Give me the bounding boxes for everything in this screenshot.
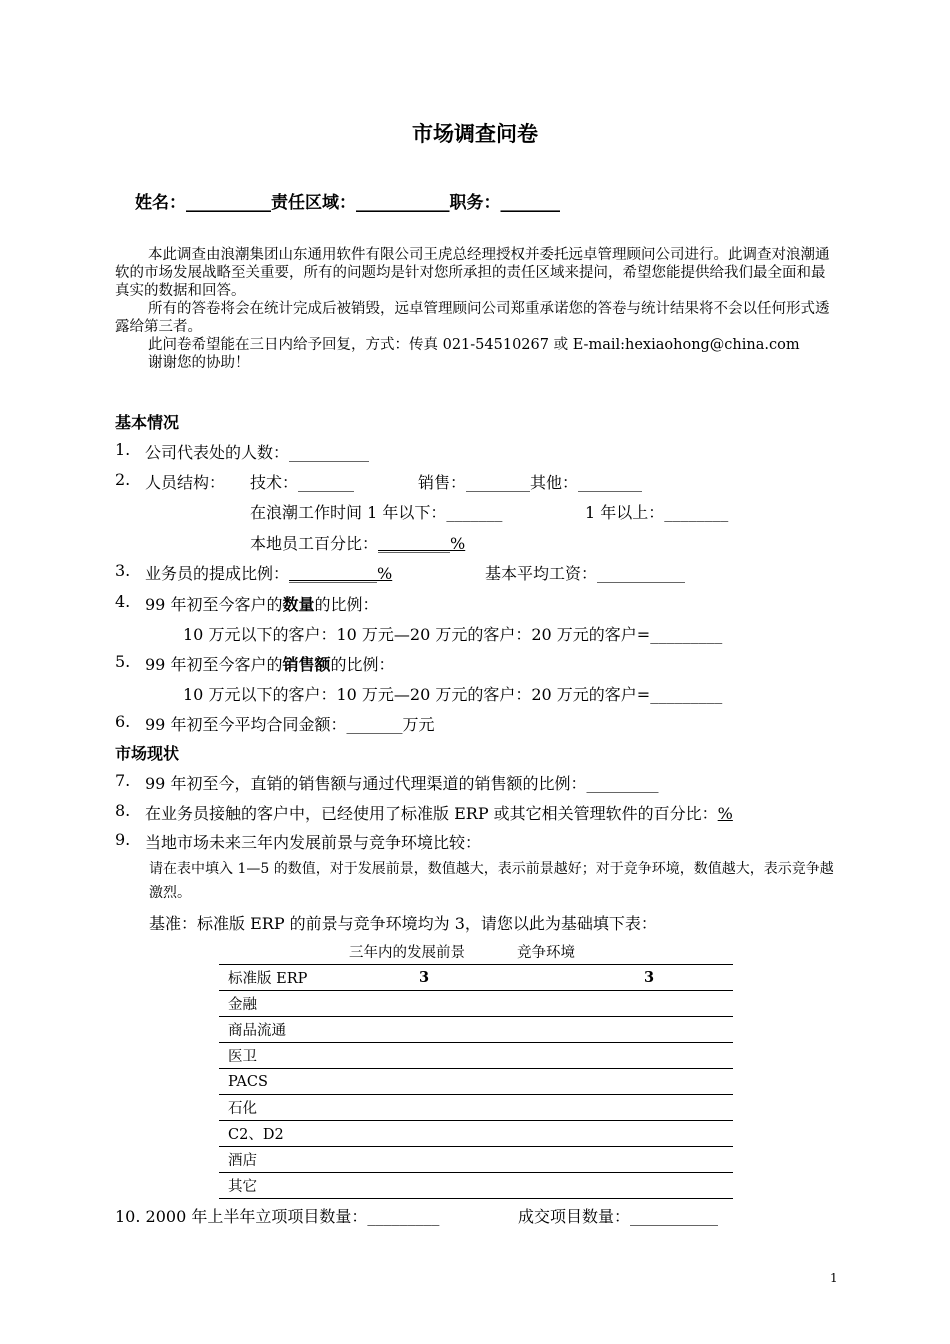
position-label: 职务： [449,193,501,213]
commission-field[interactable]: ___________% [289,564,393,583]
question-text: 99 年初至今客户的 [145,655,283,674]
question-10 [115,1204,439,1227]
deals-field[interactable]: ___________ [630,1207,719,1226]
local-percent-field[interactable]: _________% [378,534,466,553]
question-text: 公司代表处的人数： [145,443,290,462]
question-text: 10. 2000 年上半年立项项目数量： [115,1207,368,1226]
competition-cell: 3 [644,965,733,991]
question-text: 在业务员接触的客户中，已经使用了标准版 ERP 或其它相关管理软件的百分比： [145,804,718,823]
projects-field[interactable]: _________ [367,1207,440,1226]
market-table [219,964,733,1199]
row-label: PACS [219,1069,364,1095]
other-label: 其他： [530,473,579,492]
question-text: 的比例： [330,655,395,674]
question-3-salary [485,561,685,584]
question-9: 当地市场未来三年内发展前景与竞争环境比较： [145,833,482,852]
row-label: 其它 [219,1173,364,1199]
tech-label: 技术： [250,473,299,492]
table-row [219,1147,733,1173]
row-label: 金融 [219,991,364,1017]
competition-cell[interactable] [644,1017,733,1043]
row-label: 标准版 ERP [219,965,364,991]
question-4-ratio [183,622,722,645]
outlook-cell[interactable] [364,991,484,1017]
question-2-tenure-lt1 [250,500,502,523]
erp-percent-field[interactable]: % [717,804,733,823]
other-field[interactable]: ________ [578,473,643,492]
intro-thanks: 谢谢您的协助！ [148,355,250,371]
intro-paragraph: 所有的答卷将会在统计完成后被销毁，远卓管理顾问公司郑重承诺您的答卷与统计结果将不会以任何形式透露给第三者。 [115,301,830,335]
sales-field[interactable]: ________ [466,473,531,492]
table-row [219,965,733,991]
question-text: 99 年初至今客户的 [145,595,283,614]
question-1-body [145,440,369,463]
question-text: 99 年初至今平均合同金额： [145,715,347,734]
table-row [219,1095,733,1121]
row-label: 酒店 [219,1147,364,1173]
question-number: 2. [115,470,131,489]
avg-contract-field[interactable]: _______ [346,715,403,734]
section-heading-basic: 基本情况 [115,413,180,432]
question-number: 6. [115,712,131,731]
question-3 [145,561,392,584]
sales-label: 销售： [418,473,467,492]
outlook-cell: 3 [364,965,484,991]
question-4 [145,592,378,615]
position-field[interactable]: _______ [500,193,560,213]
question-5-ratio [183,682,722,705]
outlook-cell[interactable] [364,1147,484,1173]
row-label: 石化 [219,1095,364,1121]
question-text: 的比例： [314,595,379,614]
outlook-cell[interactable] [364,1069,484,1095]
competition-cell[interactable] [644,1147,733,1173]
question-number: 1. [115,440,131,459]
table-row [219,1043,733,1069]
region-field[interactable]: ___________ [356,193,450,213]
question-emphasis: 销售额 [282,655,331,674]
question-text: 业务员的提成比例： [145,564,290,583]
competition-cell[interactable] [644,991,733,1017]
table-row [219,1017,733,1043]
staff-count-field[interactable]: __________ [289,443,370,462]
question-number: 7. [115,771,131,790]
name-field[interactable]: __________ [186,193,271,213]
intro-contact: 此问卷希望能在三日内给予回复，方式：传真 021-54510267 或 E-mail:hexiaohong@china.com [148,337,800,353]
question-5 [145,652,394,675]
question-2-tech [250,470,354,493]
table-row [219,991,733,1017]
intro-paragraph: 本此调查由浪潮集团山东通用软件有限公司王虎总经理授权并委托远卓管理顾问公司进行。此调查对浪潮通软的市场发展战略至关重要，所有的问题均是针对您所承担的责任区域来提问，希望您能提供给我们最全面和最真实的数据和回答。 [115,247,830,299]
ratio-text: 10 万元以下的客户：10 万元—20 万元的客户：20 万元的客户= [183,625,651,644]
section-heading-market: 市场现状 [115,744,180,763]
question-number: 9. [115,830,131,849]
deals-label: 成交项目数量： [518,1207,631,1226]
tenure-lt1-label: 在浪潮工作时间 1 年以下： [250,503,447,522]
question-2-local [250,531,465,554]
outlook-cell[interactable] [364,1095,484,1121]
question-2-label: 人员结构： [145,473,226,492]
question-number: 8. [115,801,131,820]
outlook-cell[interactable] [364,1043,484,1069]
salary-field[interactable]: ___________ [597,564,686,583]
table-row [219,1173,733,1199]
question-number: 4. [115,592,131,611]
question-6 [145,712,434,735]
question-2-sales [418,470,642,493]
competition-cell[interactable] [644,1095,733,1121]
question-emphasis: 数量 [282,595,315,614]
question-2-tenure-gt1 [585,500,728,523]
page-number: 1 [830,1271,838,1285]
table-header-competition: 竞争环境 [517,945,575,961]
salary-label: 基本平均工资： [485,564,598,583]
ratio-text: 10 万元以下的客户：10 万元—20 万元的客户：20 万元的客户= [183,685,651,704]
table-row [219,1069,733,1095]
competition-cell[interactable] [644,1173,733,1199]
question-number: 3. [115,561,131,580]
ratio-field[interactable]: _________ [650,685,723,704]
tenure-gt1-field[interactable]: ________ [664,503,729,522]
region-label: 责任区域： [271,193,356,213]
table-header-outlook: 三年内的发展前景 [349,945,465,961]
competition-cell[interactable] [644,1043,733,1069]
name-label: 姓名： [135,193,186,213]
question-1 [115,440,130,459]
row-label: 商品流通 [219,1017,364,1043]
question-number: 5. [115,652,131,671]
question-9-baseline: 基准：标准版 ERP 的前景与竞争环境均为 3，请您以此为基础填下表： [149,914,657,933]
intro-text [115,246,837,372]
outlook-cell[interactable] [364,1121,484,1147]
question-10-deals [518,1204,718,1227]
row-label: C2、D2 [219,1121,364,1147]
competition-cell[interactable] [644,1069,733,1095]
tenure-gt1-label: 1 年以上： [585,503,665,522]
question-8 [145,801,733,824]
local-label: 本地员工百分比： [250,534,379,553]
table-row [219,1121,733,1147]
question-9-note: 请在表中填入 1—5 的数值，对于发展前景，数值越大，表示前景越好；对于竞争环境，数值越大，表示竞争越激烈。 [149,861,834,901]
question-7 [145,771,658,794]
ratio-field[interactable]: _________ [650,625,723,644]
channel-ratio-field[interactable]: _________ [586,774,659,793]
tenure-lt1-field[interactable]: _______ [446,503,503,522]
row-label: 医卫 [219,1043,364,1069]
respondent-header [135,188,560,213]
outlook-cell[interactable] [364,1173,484,1199]
outlook-cell[interactable] [364,1017,484,1043]
tech-field[interactable]: _______ [298,473,355,492]
question-text: 99 年初至今，直销的销售额与通过代理渠道的销售额的比例： [145,774,587,793]
competition-cell[interactable] [644,1121,733,1147]
page-title: 市场调查问卷 [412,121,538,146]
unit-label: 万元 [402,715,435,734]
